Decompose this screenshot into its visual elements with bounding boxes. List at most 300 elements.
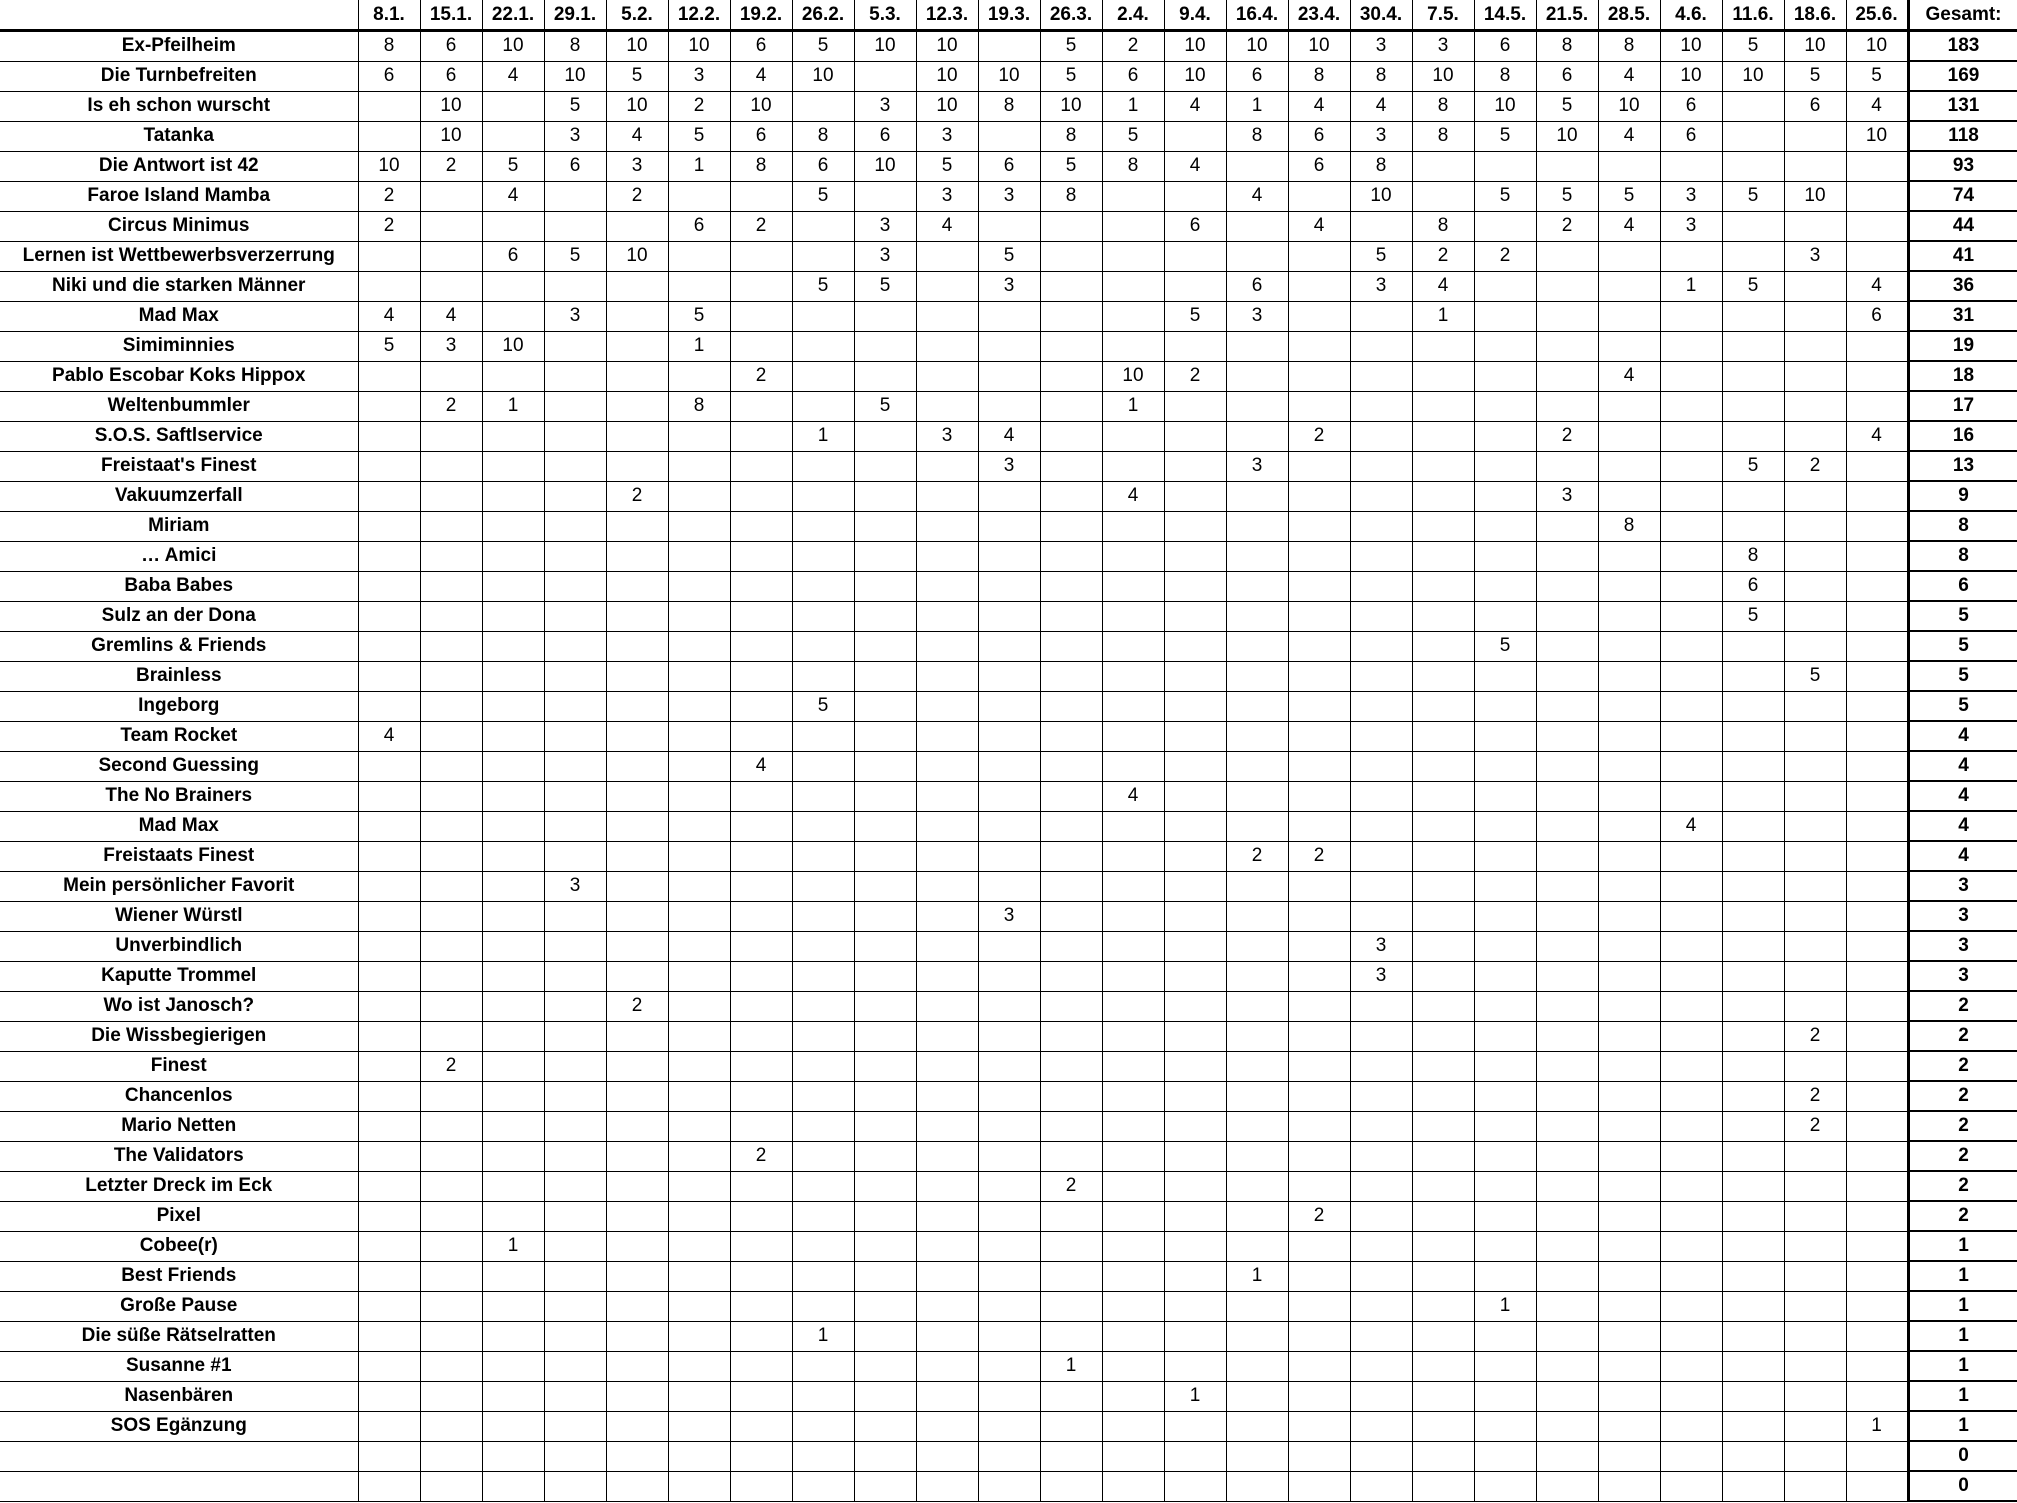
score-cell [1040, 1021, 1102, 1051]
score-cell [1536, 1411, 1598, 1441]
score-cell [978, 871, 1040, 901]
score-cell [1288, 511, 1350, 541]
score-cell [1536, 271, 1598, 301]
score-cell [792, 1471, 854, 1501]
score-cell [978, 961, 1040, 991]
score-cell [1288, 271, 1350, 301]
score-cell [606, 811, 668, 841]
score-cell [1412, 1201, 1474, 1231]
score-cell [668, 451, 730, 481]
table-row [0, 781, 2017, 811]
score-cell [1288, 241, 1350, 271]
score-cell [1474, 1141, 1536, 1171]
score-cell [544, 391, 606, 421]
score-cell: 5 [1722, 181, 1784, 211]
score-cell: 10 [482, 331, 544, 361]
score-cell [606, 751, 668, 781]
score-cell [792, 991, 854, 1021]
score-cell [1350, 1441, 1412, 1471]
score-cell [1474, 811, 1536, 841]
score-cell [916, 1201, 978, 1231]
score-cell [1598, 811, 1660, 841]
score-cell [1474, 1381, 1536, 1411]
score-cell [1474, 571, 1536, 601]
score-cell [1102, 601, 1164, 631]
score-cell [1660, 1261, 1722, 1291]
score-cell [1102, 811, 1164, 841]
team-name-cell: Vakuumzerfall [0, 481, 358, 511]
score-cell [978, 1021, 1040, 1051]
score-cell [1784, 691, 1846, 721]
score-cell [482, 361, 544, 391]
score-cell [358, 661, 420, 691]
score-cell [1040, 1411, 1102, 1441]
score-cell [1164, 511, 1226, 541]
score-cell [1288, 721, 1350, 751]
table-row [0, 1201, 2017, 1231]
score-cell [978, 301, 1040, 331]
score-cell [1784, 961, 1846, 991]
score-cell [668, 1171, 730, 1201]
score-cell [420, 721, 482, 751]
score-cell [1660, 1141, 1722, 1171]
score-cell: 10 [1412, 61, 1474, 91]
score-cell [1722, 901, 1784, 931]
table-row [0, 991, 2017, 1021]
score-cell [792, 751, 854, 781]
score-cell [358, 481, 420, 511]
score-cell [544, 331, 606, 361]
score-cell [916, 1081, 978, 1111]
score-cell: 3 [854, 211, 916, 241]
score-cell: 10 [1350, 181, 1412, 211]
score-cell [358, 1471, 420, 1501]
score-cell [544, 1261, 606, 1291]
round-date-header: 28.5. [1598, 0, 1660, 31]
score-cell: 10 [916, 31, 978, 62]
score-cell: 10 [1846, 31, 1908, 62]
score-cell [482, 1261, 544, 1291]
score-cell [420, 601, 482, 631]
table-row [0, 1111, 2017, 1141]
score-cell [1474, 1081, 1536, 1111]
score-cell: 1 [482, 391, 544, 421]
score-cell [978, 391, 1040, 421]
total-score-cell: 3 [1908, 961, 2017, 991]
score-cell [482, 571, 544, 601]
score-cell: 2 [1474, 241, 1536, 271]
score-cell [978, 361, 1040, 391]
total-score-cell: 0 [1908, 1441, 2017, 1471]
score-cell: 8 [668, 391, 730, 421]
score-cell [1350, 901, 1412, 931]
score-cell [1412, 841, 1474, 871]
score-cell [544, 1081, 606, 1111]
score-cell: 10 [1102, 361, 1164, 391]
score-cell [1102, 1441, 1164, 1471]
score-cell [1350, 211, 1412, 241]
score-cell [482, 271, 544, 301]
score-cell [1598, 1111, 1660, 1141]
score-cell [1536, 931, 1598, 961]
table-row [0, 541, 2017, 571]
score-cell [606, 1141, 668, 1171]
score-cell [1102, 1081, 1164, 1111]
score-cell [854, 511, 916, 541]
score-cell: 10 [1722, 61, 1784, 91]
score-cell [1660, 151, 1722, 181]
score-cell [1722, 661, 1784, 691]
score-cell [668, 1231, 730, 1261]
score-cell: 4 [730, 751, 792, 781]
score-cell: 5 [792, 181, 854, 211]
score-cell [1660, 601, 1722, 631]
score-cell [668, 1261, 730, 1291]
score-cell [1660, 1171, 1722, 1201]
team-column-header [0, 0, 358, 31]
score-cell [854, 751, 916, 781]
table-row [0, 871, 2017, 901]
score-cell [978, 1141, 1040, 1171]
score-cell [1598, 781, 1660, 811]
score-cell [1536, 1081, 1598, 1111]
score-cell [1288, 1441, 1350, 1471]
table-row [0, 1291, 2017, 1321]
score-cell [1660, 661, 1722, 691]
score-cell [1784, 361, 1846, 391]
score-cell [482, 1351, 544, 1381]
score-cell [1722, 841, 1784, 871]
score-cell [978, 31, 1040, 62]
total-score-cell: 169 [1908, 61, 2017, 91]
score-cell [1350, 571, 1412, 601]
score-cell [1226, 1231, 1288, 1261]
score-cell [1846, 811, 1908, 841]
score-cell: 5 [792, 271, 854, 301]
score-cell [420, 511, 482, 541]
score-cell [1784, 1381, 1846, 1411]
score-cell [1226, 811, 1288, 841]
team-name-cell: Gremlins & Friends [0, 631, 358, 661]
score-cell [1412, 331, 1474, 361]
team-name-cell: Sulz an der Dona [0, 601, 358, 631]
score-cell [730, 871, 792, 901]
score-cell: 8 [1412, 211, 1474, 241]
score-cell [1164, 1261, 1226, 1291]
score-cell [668, 811, 730, 841]
score-cell [730, 271, 792, 301]
round-date-header: 19.2. [730, 0, 792, 31]
score-cell [1040, 931, 1102, 961]
score-cell [792, 391, 854, 421]
score-cell [482, 421, 544, 451]
score-cell [1536, 811, 1598, 841]
score-cell: 4 [1226, 181, 1288, 211]
table-row [0, 601, 2017, 631]
score-cell: 1 [1412, 301, 1474, 331]
score-cell [1784, 901, 1846, 931]
score-cell [1164, 691, 1226, 721]
score-cell [668, 1141, 730, 1171]
table-row [0, 391, 2017, 421]
score-cell: 6 [1722, 571, 1784, 601]
score-cell [730, 721, 792, 751]
team-name-cell: Große Pause [0, 1291, 358, 1321]
score-cell [606, 721, 668, 751]
score-cell [668, 181, 730, 211]
score-cell [1350, 631, 1412, 661]
score-cell [1784, 991, 1846, 1021]
score-cell [1536, 451, 1598, 481]
score-cell [1784, 571, 1846, 601]
score-cell: 5 [1784, 661, 1846, 691]
score-cell [1226, 1321, 1288, 1351]
score-cell [1226, 721, 1288, 751]
score-cell [792, 331, 854, 361]
score-cell: 10 [916, 61, 978, 91]
score-cell [792, 241, 854, 271]
score-cell [1350, 1081, 1412, 1111]
score-cell: 4 [482, 61, 544, 91]
score-cell [1350, 1411, 1412, 1441]
score-cell [1536, 1471, 1598, 1501]
score-cell [668, 1291, 730, 1321]
score-cell [668, 631, 730, 661]
score-cell [916, 451, 978, 481]
score-cell [1288, 1051, 1350, 1081]
score-cell [1412, 1081, 1474, 1111]
score-cell [420, 1381, 482, 1411]
score-cell [1040, 1441, 1102, 1471]
score-cell [606, 271, 668, 301]
score-cell [482, 481, 544, 511]
score-cell [420, 1201, 482, 1231]
score-cell [1536, 1051, 1598, 1081]
score-cell: 1 [482, 1231, 544, 1261]
score-cell [1288, 1141, 1350, 1171]
score-cell [978, 841, 1040, 871]
score-cell [358, 901, 420, 931]
score-cell: 5 [358, 331, 420, 361]
score-cell [1040, 871, 1102, 901]
score-cell: 5 [1846, 61, 1908, 91]
score-cell [1536, 1441, 1598, 1471]
table-row [0, 811, 2017, 841]
score-cell [606, 1321, 668, 1351]
score-cell [1288, 871, 1350, 901]
score-cell [358, 961, 420, 991]
score-cell [792, 931, 854, 961]
score-cell: 5 [1722, 451, 1784, 481]
score-cell [420, 541, 482, 571]
score-cell [1412, 1381, 1474, 1411]
score-cell [1288, 1111, 1350, 1141]
score-cell [358, 811, 420, 841]
total-score-cell: 17 [1908, 391, 2017, 421]
table-row [0, 1411, 2017, 1441]
score-cell [854, 1141, 916, 1171]
score-cell [1226, 1081, 1288, 1111]
score-cell [854, 301, 916, 331]
score-cell [1412, 1141, 1474, 1171]
score-cell: 5 [792, 31, 854, 62]
total-score-cell: 16 [1908, 421, 2017, 451]
score-cell: 5 [1598, 181, 1660, 211]
score-cell: 1 [668, 151, 730, 181]
score-cell: 8 [1598, 511, 1660, 541]
score-cell [1722, 751, 1784, 781]
score-cell [854, 841, 916, 871]
score-cell: 6 [1784, 91, 1846, 121]
score-cell: 3 [916, 121, 978, 151]
score-cell: 10 [606, 241, 668, 271]
score-cell [730, 1021, 792, 1051]
score-cell [1598, 751, 1660, 781]
score-cell [1660, 631, 1722, 661]
score-cell [1164, 1321, 1226, 1351]
score-cell [1288, 1021, 1350, 1051]
score-cell [1350, 691, 1412, 721]
score-cell [1474, 751, 1536, 781]
score-cell [668, 1441, 730, 1471]
total-score-cell: 5 [1908, 661, 2017, 691]
score-cell: 10 [420, 91, 482, 121]
score-cell [1846, 931, 1908, 961]
score-cell [1288, 1471, 1350, 1501]
score-cell [1288, 1081, 1350, 1111]
score-cell [854, 1381, 916, 1411]
score-cell [544, 811, 606, 841]
score-cell [1722, 151, 1784, 181]
score-cell [606, 451, 668, 481]
table-row [0, 91, 2017, 121]
score-cell [1040, 541, 1102, 571]
score-cell [854, 1171, 916, 1201]
score-cell: 3 [544, 871, 606, 901]
score-cell [420, 1021, 482, 1051]
score-cell: 3 [1350, 931, 1412, 961]
score-cell: 2 [1288, 841, 1350, 871]
score-cell [1040, 841, 1102, 871]
total-score-cell: 31 [1908, 301, 2017, 331]
team-name-cell: Miriam [0, 511, 358, 541]
score-cell [606, 1411, 668, 1441]
score-cell [1722, 1171, 1784, 1201]
score-cell [1722, 1411, 1784, 1441]
score-cell [606, 211, 668, 241]
score-cell [1412, 931, 1474, 961]
score-cell [1412, 901, 1474, 931]
score-cell [1660, 901, 1722, 931]
score-cell [1784, 1321, 1846, 1351]
score-cell [544, 721, 606, 751]
score-cell [358, 931, 420, 961]
score-cell [1226, 961, 1288, 991]
score-cell [1226, 421, 1288, 451]
score-cell [1474, 991, 1536, 1021]
score-cell [544, 1441, 606, 1471]
score-cell [544, 991, 606, 1021]
score-cell: 4 [358, 721, 420, 751]
score-cell [1536, 151, 1598, 181]
score-cell [1784, 1291, 1846, 1321]
score-cell [1412, 1171, 1474, 1201]
score-cell [1474, 1351, 1536, 1381]
score-cell [482, 1201, 544, 1231]
score-cell [358, 1321, 420, 1351]
score-cell [730, 1111, 792, 1141]
table-row [0, 1471, 2017, 1501]
score-cell [730, 841, 792, 871]
team-name-cell: Finest [0, 1051, 358, 1081]
score-cell [1350, 721, 1412, 751]
score-cell [1288, 451, 1350, 481]
score-cell: 10 [420, 121, 482, 151]
table-row [0, 751, 2017, 781]
score-cell [854, 1471, 916, 1501]
score-cell [1722, 391, 1784, 421]
score-cell [1474, 1471, 1536, 1501]
score-cell [916, 511, 978, 541]
score-cell [1350, 601, 1412, 631]
score-cell [1536, 1351, 1598, 1381]
score-cell [792, 1261, 854, 1291]
score-cell [544, 1021, 606, 1051]
score-cell [1040, 421, 1102, 451]
score-cell [1598, 1081, 1660, 1111]
score-cell [482, 811, 544, 841]
score-cell [1040, 991, 1102, 1021]
score-cell [730, 1381, 792, 1411]
total-score-cell: 2 [1908, 1171, 2017, 1201]
score-cell: 10 [854, 31, 916, 62]
score-cell [1164, 1351, 1226, 1381]
team-name-cell: … Amici [0, 541, 358, 571]
score-cell [1722, 1351, 1784, 1381]
score-cell [1660, 1231, 1722, 1261]
score-cell [1288, 691, 1350, 721]
score-cell: 2 [358, 211, 420, 241]
score-cell [1226, 1471, 1288, 1501]
score-cell [668, 661, 730, 691]
score-cell [916, 1231, 978, 1261]
score-cell [358, 1441, 420, 1471]
score-cell [1722, 781, 1784, 811]
score-cell [730, 511, 792, 541]
score-cell: 1 [1102, 391, 1164, 421]
score-cell [1164, 1411, 1226, 1441]
score-cell [1164, 631, 1226, 661]
score-cell [1722, 421, 1784, 451]
score-cell: 4 [1660, 811, 1722, 841]
score-cell [544, 961, 606, 991]
score-cell [1226, 931, 1288, 961]
score-cell [1412, 991, 1474, 1021]
score-cell [1412, 961, 1474, 991]
score-cell [482, 451, 544, 481]
score-cell [1102, 271, 1164, 301]
score-cell [1846, 1201, 1908, 1231]
score-cell: 4 [1102, 481, 1164, 511]
score-cell [1040, 511, 1102, 541]
score-cell [730, 1351, 792, 1381]
score-cell: 3 [978, 181, 1040, 211]
score-cell [1784, 871, 1846, 901]
score-cell [1288, 811, 1350, 841]
score-cell: 4 [482, 181, 544, 211]
score-cell [1536, 601, 1598, 631]
score-cell [358, 1081, 420, 1111]
